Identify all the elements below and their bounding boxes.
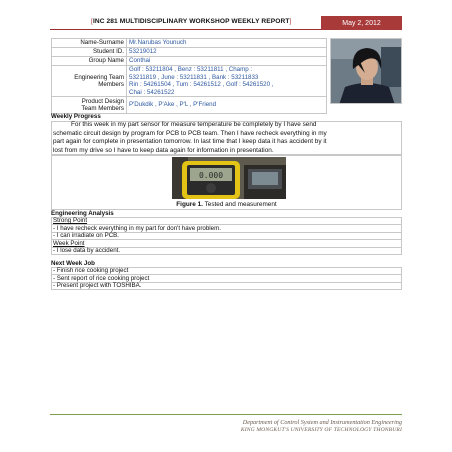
design-team-label [52,97,127,113]
engineering-team-label-line2: Members [98,81,124,89]
student-id-row [52,48,327,57]
group-label: Group Name [52,57,127,66]
footer-rule [50,414,402,415]
engineering-analysis-heading: Engineering Analysis [51,210,114,217]
engineering-team-row [52,66,327,97]
student-id-label: Student ID. [52,48,127,57]
multimeter-photo-image [172,157,286,199]
design-team-row [52,97,327,113]
team-line: Golf : 53211804 , Benz : 53211811 , Champ : [129,66,253,74]
engineering-team-value [127,66,327,97]
report-title-text: INC 281 MULTIDISCIPLINARY WORKSHOP WEEKLY REPORT [92,18,290,25]
strong-point-item: - I have recheck everything in my part for don't have problem. [51,225,402,233]
figure-caption-text: Tested and measurement [202,201,277,208]
student-info-table [51,38,327,114]
multimeter-readout: 0.000 [198,171,224,180]
title-bracket-close: ] [289,18,292,25]
weekly-progress-text [53,121,401,156]
next-week-item: - Present project with TOSHIBA. [53,282,142,289]
group-row [52,57,327,66]
progress-line: schematic circuit design by program for PCB to PCB team. Then I have recheck everything in my [53,129,327,137]
multimeter-photo [172,157,286,199]
figure-caption [51,201,402,208]
name-value: Mr.Narubas Younuch [127,39,327,48]
team-line: Rin : 54261504 , Tum : 54261512 , Golf : 54261520 , [129,81,274,89]
progress-line: For this week in my part sensor for measure temperature be completely by I have send [71,121,317,128]
week-point-item: - I lose data by accident. [53,247,121,254]
engineering-team-label-line1: Engineering Team [74,73,124,81]
design-team-label-line2: Team Members [81,104,124,112]
progress-line: part again for complete in presentation tomorrow. In last time that I keep data it has accident by it [53,138,327,146]
next-week-item: - Sent report of rice cooking project [51,275,402,283]
strong-point-heading: Strong Point [51,217,402,225]
student-id-value: 53219012 [127,48,327,57]
name-row [52,39,327,48]
design-team-label-line1: Product Design [81,97,124,105]
next-week-heading: Next Week Job [51,260,95,267]
strong-point-item: - I can irradiate on PCB. [51,232,402,240]
next-week-item: - Finish rice cooking project [51,267,402,275]
name-label: Name-Surname [52,39,127,48]
figure-label: Figure 1. [176,201,203,208]
team-line: Chai : 54261522 [129,88,175,96]
title-bracket-open: [ [91,18,93,25]
report-date: May 2, 2012 [321,16,402,30]
team-line: 53211819 , June : 53211831 , Bank : 53211833 [129,73,259,81]
report-title [91,18,291,25]
week-point-heading: Week Point [51,240,402,248]
design-team-value: P'Dukdik , P'Ake , P'L , P'Friend [127,97,327,113]
student-photo [330,38,402,104]
footer-university: KING MONGKUT'S UNIVERSITY OF TECHNOLOGY THONBURI [240,427,402,433]
group-value: Conthai [127,57,327,66]
student-photo-image [331,39,402,104]
progress-line: lost from my drive so I have to keep data again for information in presentation. [53,147,274,155]
weekly-progress-heading: Weekly Progress [51,113,101,120]
engineering-team-label [52,66,127,97]
footer-department: Department of Control System and Instrumentation Engineering [242,419,402,426]
